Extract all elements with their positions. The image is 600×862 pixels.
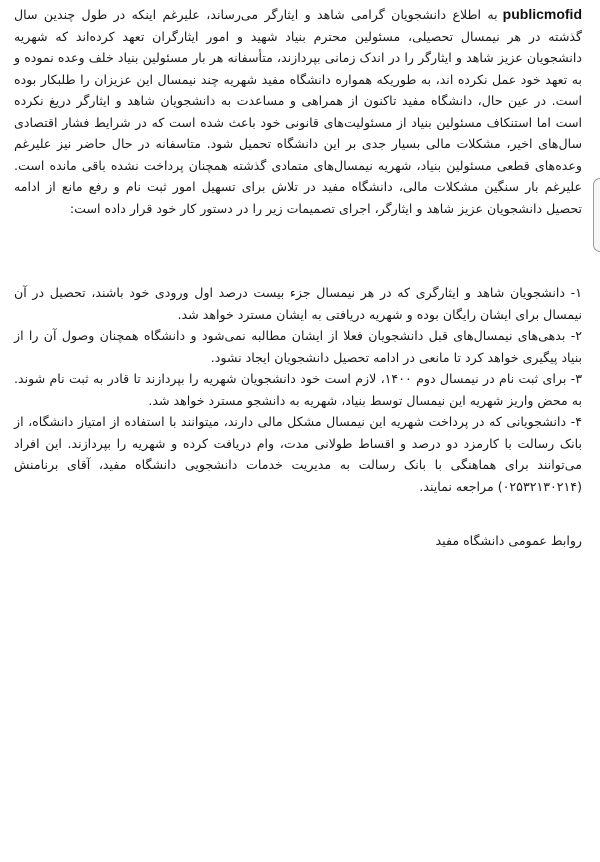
post-body <box>14 4 582 564</box>
decision-item-4: ۴- دانشجویانی که در پرداخت شهریه این نیمسال مشکل مالی دارند، میتوانند با استفاده از امتیاز دانشگاه، از بانک رسالت با کارمزد دو درصد و اقساط طولانی مدت، وام دریافت کرده و شهریه را بپردازند. این افراد می‌توانند برای هماهنگی با بانک رسالت به مدیریت خدمات دانشجویی دانشگاه مفید، آقای برنامنش (۰۲۵۳۲۱۳۰۲۱۴) مراجعه نمایند. <box>14 414 582 494</box>
scroll-edge-handle[interactable] <box>593 178 600 252</box>
decision-item-3: ۳- برای ثبت نام در نیمسال دوم ۱۴۰۰، لازم است خود دانشجویان شهریه را بپردازند تا قادر به ثبت نام شوند. به محض واریز شهریه این نیمسال توسط بنیاد، شهریه به دانشجو مسترد خواهد شد. <box>14 371 582 408</box>
post-intro <box>14 4 582 219</box>
intro-text: به اطلاع دانشجویان گرامی شاهد و ایثارگر می‌رساند، علیرغم اینکه در طول چندین سال گذشته در هر نیمسال تحصیلی، مسئولین محترم بنیاد شهید و امور ایثارگران تعهد کرده‌اند که شهریه دانشجویان عزیز شاهد و ایثارگر را در اندک زمانی بپردازند، متأسفانه هر بار مسئولین بنیاد خلف وعده نموده و به تعهد خود عمل نکرده اند، به طوریکه همواره دانشگاه مفید شهریه چند نیمسال این عزیزان را طلبکار بوده است. در عین حال، دانشگاه مفید تاکنون از همراهی و مساعدت به دانشجویان شاهد و ایثارگر دریغ نکرده است اما استنکاف مسئولین بنیاد از مسئولیت‌های قانونی خود باعث شده است که در شرایط فشار اقتصادی سال‌های اخیر، مشکلات مالی بسیار جدی بر این دانشگاه تحمیل شود. متاسفانه در حال حاضر نیز علیرغم وعده‌های قطعی مسئولین بنیاد، شهریه نیمسال‌های متمادی گذشته همچنان پرداخت نشده باقی مانده است. علیرغم بار سنگین مشکلات مالی، دانشگاه مفید در تلاش برای تسهیل امور ثبت نام و رفع مانع از ادامه تحصیل دانشجویان عزیز شاهد و ایثارگر، اجرای تصمیمات زیر را در دستور کار خود قرار داده است: <box>14 7 582 216</box>
post-signature: روابط عمومی دانشگاه مفید <box>435 533 582 548</box>
decision-item-2: ۲- بدهی‌های نیمسال‌های قبل دانشجویان فعلا از ایشان مطالبه نمی‌شود و دانشگاه همچنان وصول آن را از بنیاد پیگیری خواهد کرد تا مانعی در ادامه تحصیل دانشجویان ایجاد نشود. <box>14 328 582 365</box>
decision-item-1: ۱- دانشجویان شاهد و ایثارگری که در هر نیمسال جزء بیست درصد اول ورودی خود باشند، تحصیل در آن نیمسال برای ایشان رایگان بوده و شهریه دریافتی به ایشان مسترد خواهد شد. <box>14 285 582 322</box>
author-username[interactable]: publicmofid <box>502 6 582 22</box>
decision-list <box>14 282 582 497</box>
